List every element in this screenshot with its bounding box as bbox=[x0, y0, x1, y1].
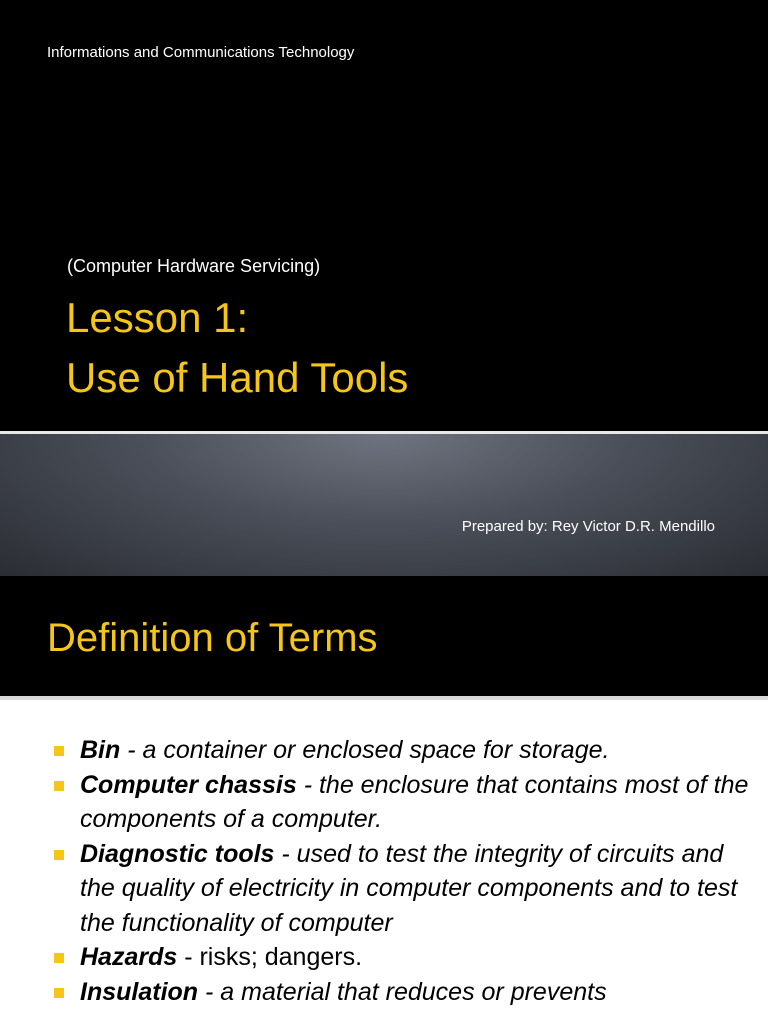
organization-label: Informations and Communications Technology bbox=[47, 44, 355, 61]
author-band bbox=[0, 434, 768, 576]
list-item bbox=[54, 940, 754, 975]
term-word: Computer chassis bbox=[80, 770, 297, 799]
definitions-slide bbox=[0, 576, 768, 1024]
definitions-heading: Definition of Terms bbox=[47, 616, 378, 660]
list-item bbox=[54, 975, 754, 1010]
term-word: Diagnostic tools bbox=[80, 839, 275, 868]
lesson-title-line1: Lesson 1: bbox=[66, 294, 249, 341]
term-definition: - a material that reduces or prevents bbox=[198, 977, 607, 1006]
definitions-header bbox=[0, 576, 768, 696]
bullet-icon bbox=[54, 746, 64, 756]
course-subtitle: (Computer Hardware Servicing) bbox=[67, 256, 321, 276]
list-item bbox=[54, 733, 754, 768]
bullet-icon bbox=[54, 988, 64, 998]
term-word: Insulation bbox=[80, 977, 199, 1006]
term-definition: - used to test the integrity of circuits and the quality of electricity in computer components and to test the functionality of computer bbox=[80, 839, 738, 937]
term-definition: - a container or enclosed space for storage. bbox=[120, 736, 610, 764]
term-word: Bin bbox=[80, 736, 121, 764]
bullet-icon bbox=[54, 781, 64, 791]
term-word: Hazards bbox=[80, 943, 178, 971]
terms-list bbox=[54, 733, 754, 1009]
bullet-icon bbox=[54, 953, 64, 963]
term-definition: - the enclosure that contains most of the components of a computer. bbox=[80, 770, 749, 833]
lesson-title bbox=[66, 288, 408, 408]
term-definition: - risks; dangers. bbox=[177, 943, 363, 971]
bullet-icon bbox=[54, 850, 64, 860]
header-divider bbox=[0, 696, 768, 700]
list-item bbox=[54, 768, 754, 837]
list-item bbox=[54, 837, 754, 941]
lesson-title-line2: Use of Hand Tools bbox=[66, 354, 409, 401]
prepared-by-text: Prepared by: Rey Victor D.R. Mendillo bbox=[461, 518, 715, 535]
